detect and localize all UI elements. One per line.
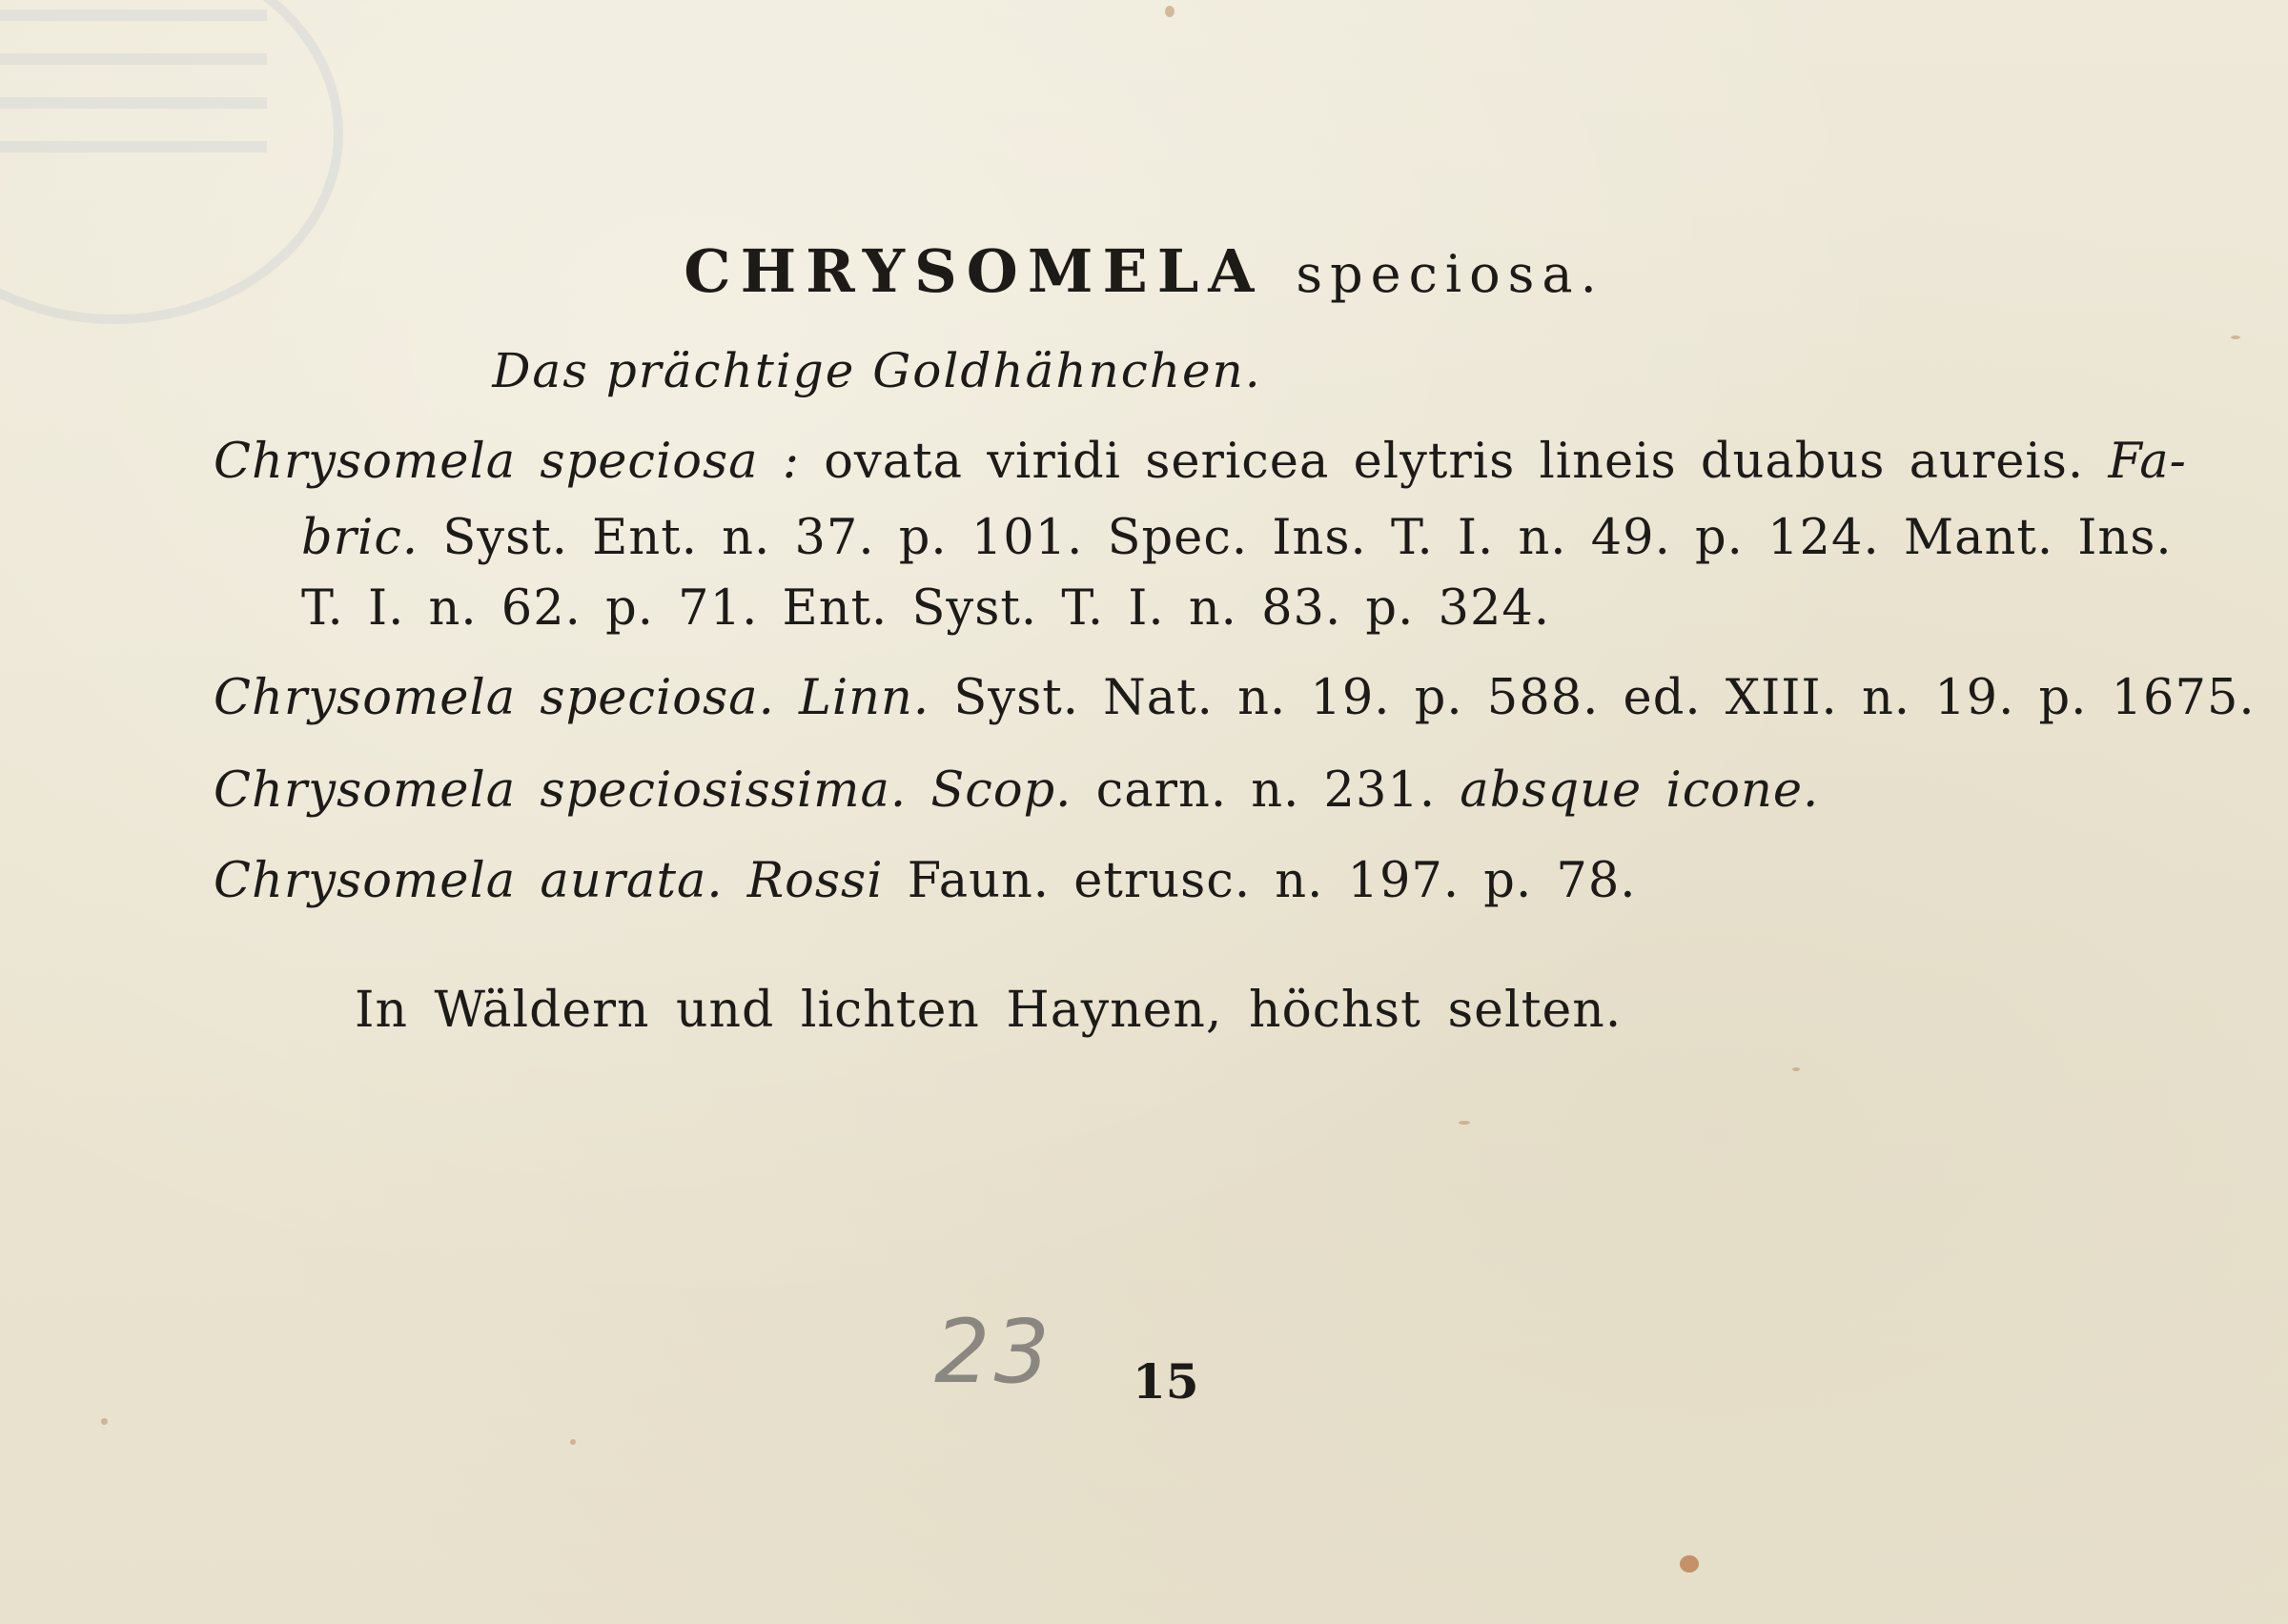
reference-name: Chrysomela speciosa. [214,670,775,726]
reference-rossi [214,853,1636,909]
species-name: speciosa. [1296,244,1604,304]
reference-citation: Syst. Ent. n. 37. p. 101. Spec. Ins. T. I. n. 49. p. 124. Mant. Ins. [442,510,2173,566]
reference-author: Rossi [746,853,884,909]
reference-citation: Faun. etrusc. n. 197. p. 78. [907,853,1637,909]
habitat-note: In Wäldern und lichten Haynen, höchst selten. [355,982,1623,1039]
species-heading [0,236,2288,306]
paper-speck [570,1439,576,1445]
reference-name: Chrysomela speciosissima. [214,762,908,819]
paper-speck [1680,1555,1699,1573]
paper-speck [101,1418,108,1425]
reference-fabricius-line-1 [214,434,2187,490]
reference-fabricius-line-2 [301,510,2173,566]
reference-description: ovata viridi sericea elytris lineis duabus aureis. [824,434,2085,490]
reference-note: absque icone. [1460,762,1820,819]
library-stamp-text [0,10,267,162]
reference-citation: T. I. n. 62. p. 71. Ent. Syst. T. I. n. 83. p. 324. [301,580,1551,637]
reference-scopoli [214,762,1819,819]
handwritten-number: 23 [934,1301,1054,1403]
reference-name: Chrysomela aurata. [214,853,724,909]
genus-name: CHRYSOMELA [684,236,1264,306]
reference-author: Scop. [930,762,1072,819]
common-name: Das prächtige Goldhähnchen. [492,343,1262,398]
paper-speck [1459,1121,1470,1125]
reference-name: Chrysomela speciosa : [214,434,800,490]
reference-author: bric. [301,510,419,566]
paper-speck [1165,6,1175,17]
reference-fabricius-line-3 [301,580,1550,637]
reference-author: Fa- [2108,434,2187,490]
paper-speck [1792,1067,1800,1071]
reference-citation: Syst. Nat. n. 19. p. 588. ed. XIII. n. 19. p. 1675. [953,670,2256,726]
reference-author: Linn. [799,670,930,726]
reference-linnaeus [214,670,2256,726]
reference-citation: carn. n. 231. [1095,762,1437,819]
paper-speck [2231,335,2240,339]
page-number: 15 [1133,1353,1199,1410]
